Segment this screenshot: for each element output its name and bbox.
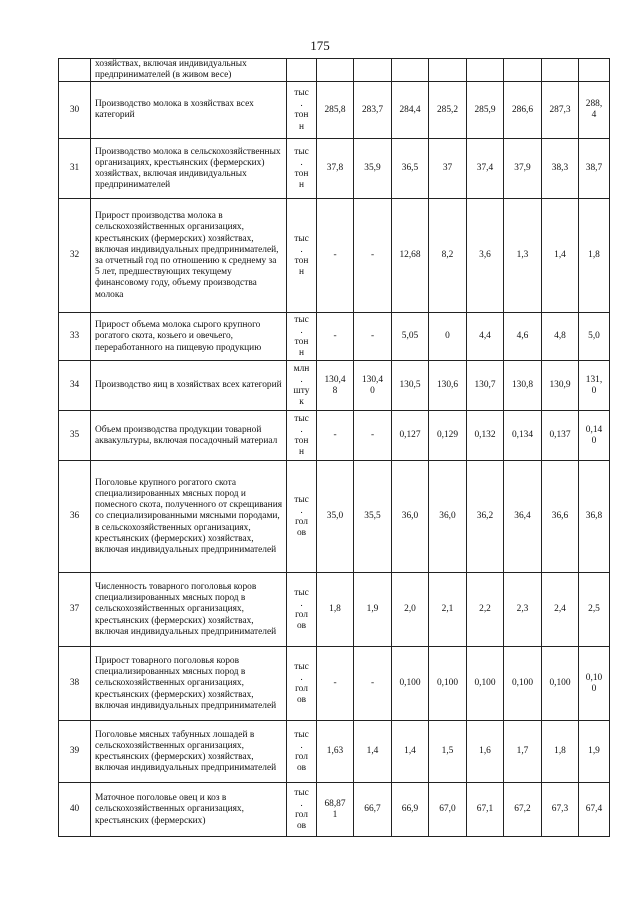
table-row xyxy=(59,82,610,139)
row-number-cell: 40 xyxy=(59,783,91,837)
value-cell: 285,2 xyxy=(429,82,467,139)
unit-cell: млн . шту к xyxy=(287,361,317,411)
value-cell: 36,5 xyxy=(392,139,429,199)
value-cell: 2,1 xyxy=(429,573,467,647)
value-cell: 2,5 xyxy=(579,573,610,647)
value-cell: 0,132 xyxy=(467,411,504,461)
table-row xyxy=(59,647,610,721)
value-cell: 1,9 xyxy=(579,721,610,783)
indicator-name-cell: хозяйствах, включая индивидуальных предпринимателей (в живом весе) xyxy=(91,59,287,82)
value-cell: 130,9 xyxy=(542,361,579,411)
value-cell: 0,14 0 xyxy=(579,411,610,461)
value-cell: 37,4 xyxy=(467,139,504,199)
indicator-name-cell: Маточное поголовье овец и коз в сельскохозяйственных организациях, крестьянских (фермерских) xyxy=(91,783,287,837)
indicator-name-cell: Прирост производства молока в сельскохозяйственных организациях, крестьянских (фермерских) хозяйствах, включая индивидуальных предпринимателей, за отчетный год по отношению к среднему за 5 лет, предшествующих текущему финансовому году, объему производства молока xyxy=(91,199,287,313)
indicator-name-cell: Объем производства продукции товарной аквакультуры, включая посадочный материал xyxy=(91,411,287,461)
indicators-table xyxy=(58,58,610,837)
value-cell: - xyxy=(354,411,392,461)
table-row xyxy=(59,783,610,837)
value-cell: 3,6 xyxy=(467,199,504,313)
value-cell: 131, 0 xyxy=(579,361,610,411)
table-row xyxy=(59,139,610,199)
value-cell: 2,0 xyxy=(392,573,429,647)
indicator-name-cell: Производство молока в сельскохозяйственных организациях, крестьянских (фермерских) хозяйствах, включая индивидуальных предпринимателей xyxy=(91,139,287,199)
value-cell: 67,3 xyxy=(542,783,579,837)
value-cell: 1,3 xyxy=(504,199,542,313)
value-cell: - xyxy=(354,313,392,361)
indicator-name-cell: Прирост товарного поголовья коров специализированных мясных пород в сельскохозяйственных организациях, крестьянских (фермерских) хозяйствах, включая индивидуальных предпринимателей xyxy=(91,647,287,721)
value-cell: 36,8 xyxy=(579,461,610,573)
unit-cell xyxy=(287,59,317,82)
value-cell: 12,68 xyxy=(392,199,429,313)
value-cell: 1,8 xyxy=(317,573,354,647)
value-cell xyxy=(542,59,579,82)
value-cell: 288, 4 xyxy=(579,82,610,139)
value-cell: - xyxy=(317,313,354,361)
row-number-cell: 37 xyxy=(59,573,91,647)
value-cell: 2,3 xyxy=(504,573,542,647)
value-cell: 283,7 xyxy=(354,82,392,139)
value-cell xyxy=(467,59,504,82)
value-cell: 1,63 xyxy=(317,721,354,783)
row-number-cell: 31 xyxy=(59,139,91,199)
value-cell xyxy=(392,59,429,82)
value-cell: 0,100 xyxy=(504,647,542,721)
value-cell: 36,2 xyxy=(467,461,504,573)
value-cell: 0,134 xyxy=(504,411,542,461)
row-number-cell: 36 xyxy=(59,461,91,573)
unit-cell: тыс . гол ов xyxy=(287,721,317,783)
value-cell: - xyxy=(317,199,354,313)
value-cell: 5,0 xyxy=(579,313,610,361)
value-cell: 0,100 xyxy=(542,647,579,721)
value-cell: 35,5 xyxy=(354,461,392,573)
value-cell: 130,4 8 xyxy=(317,361,354,411)
value-cell: 1,8 xyxy=(542,721,579,783)
indicator-name-cell: Прирост объема молока сырого крупного рогатого скота, козьего и овечьего, переработанного на пищевую продукцию xyxy=(91,313,287,361)
value-cell: 2,2 xyxy=(467,573,504,647)
value-cell: 37,8 xyxy=(317,139,354,199)
value-cell: 287,3 xyxy=(542,82,579,139)
indicator-name-cell: Поголовье крупного рогатого скота специализированных мясных пород и помесного скота, полученного от скрещивания со специализированными мясными породами, в сельскохозяйственных организациях, крестьянских (фермерских) хозяйствах, включая индивидуальных предпринимателей xyxy=(91,461,287,573)
unit-cell: тыс . гол ов xyxy=(287,783,317,837)
value-cell: 130,7 xyxy=(467,361,504,411)
value-cell: 8,2 xyxy=(429,199,467,313)
value-cell: 36,0 xyxy=(429,461,467,573)
value-cell: 1,4 xyxy=(392,721,429,783)
value-cell: 67,0 xyxy=(429,783,467,837)
value-cell: 67,4 xyxy=(579,783,610,837)
value-cell: 1,9 xyxy=(354,573,392,647)
value-cell: 37,9 xyxy=(504,139,542,199)
unit-cell: тыс . тон н xyxy=(287,199,317,313)
value-cell xyxy=(354,59,392,82)
value-cell: 4,4 xyxy=(467,313,504,361)
table-row xyxy=(59,461,610,573)
value-cell: 1,5 xyxy=(429,721,467,783)
row-number-cell xyxy=(59,59,91,82)
value-cell: 0,100 xyxy=(429,647,467,721)
value-cell: - xyxy=(317,411,354,461)
indicator-name-cell: Производство яиц в хозяйствах всех категорий xyxy=(91,361,287,411)
unit-cell: тыс . гол ов xyxy=(287,461,317,573)
value-cell: 1,7 xyxy=(504,721,542,783)
value-cell: 36,0 xyxy=(392,461,429,573)
value-cell: 130,6 xyxy=(429,361,467,411)
value-cell: 2,4 xyxy=(542,573,579,647)
value-cell: 1,4 xyxy=(354,721,392,783)
value-cell: 35,0 xyxy=(317,461,354,573)
value-cell: 67,1 xyxy=(467,783,504,837)
indicator-name-cell: Численность товарного поголовья коров специализированных мясных пород в сельскохозяйственных организациях, крестьянских (фермерских) хозяйствах, включая индивидуальных предпринимателей xyxy=(91,573,287,647)
row-number-cell: 30 xyxy=(59,82,91,139)
unit-cell: тыс . гол ов xyxy=(287,647,317,721)
value-cell: 0,100 xyxy=(392,647,429,721)
value-cell: 38,3 xyxy=(542,139,579,199)
value-cell: 285,8 xyxy=(317,82,354,139)
indicator-name-cell: Производство молока в хозяйствах всех категорий xyxy=(91,82,287,139)
value-cell: 0,127 xyxy=(392,411,429,461)
unit-cell: тыс . тон н xyxy=(287,411,317,461)
value-cell xyxy=(504,59,542,82)
row-number-cell: 35 xyxy=(59,411,91,461)
value-cell: 4,6 xyxy=(504,313,542,361)
value-cell: 38,7 xyxy=(579,139,610,199)
unit-cell: тыс . гол ов xyxy=(287,573,317,647)
value-cell: 1,4 xyxy=(542,199,579,313)
table-row xyxy=(59,59,610,82)
value-cell xyxy=(579,59,610,82)
unit-cell: тыс . тон н xyxy=(287,139,317,199)
row-number-cell: 38 xyxy=(59,647,91,721)
value-cell: 0,129 xyxy=(429,411,467,461)
table-row xyxy=(59,411,610,461)
value-cell: 35,9 xyxy=(354,139,392,199)
row-number-cell: 34 xyxy=(59,361,91,411)
value-cell: 0,10 0 xyxy=(579,647,610,721)
value-cell xyxy=(429,59,467,82)
value-cell: 130,5 xyxy=(392,361,429,411)
value-cell: - xyxy=(354,199,392,313)
page-number: 175 xyxy=(310,38,330,53)
table-row xyxy=(59,313,610,361)
value-cell: 0 xyxy=(429,313,467,361)
table-row xyxy=(59,199,610,313)
table-row xyxy=(59,721,610,783)
value-cell: 37 xyxy=(429,139,467,199)
value-cell: 130,4 0 xyxy=(354,361,392,411)
value-cell: 66,9 xyxy=(392,783,429,837)
value-cell: - xyxy=(317,647,354,721)
value-cell: 0,100 xyxy=(467,647,504,721)
row-number-cell: 33 xyxy=(59,313,91,361)
value-cell: 286,6 xyxy=(504,82,542,139)
value-cell: 1,8 xyxy=(579,199,610,313)
table-row xyxy=(59,573,610,647)
indicator-name-cell: Поголовье мясных табунных лошадей в сельскохозяйственных организациях, крестьянских (фермерских) хозяйствах, включая индивидуальных предпринимателей xyxy=(91,721,287,783)
value-cell: 66,7 xyxy=(354,783,392,837)
value-cell: 285,9 xyxy=(467,82,504,139)
unit-cell: тыс . тон н xyxy=(287,313,317,361)
value-cell: 1,6 xyxy=(467,721,504,783)
table-row xyxy=(59,361,610,411)
value-cell: 284,4 xyxy=(392,82,429,139)
value-cell: 36,4 xyxy=(504,461,542,573)
value-cell: 0,137 xyxy=(542,411,579,461)
value-cell: 130,8 xyxy=(504,361,542,411)
row-number-cell: 39 xyxy=(59,721,91,783)
value-cell xyxy=(317,59,354,82)
row-number-cell: 32 xyxy=(59,199,91,313)
value-cell: 4,8 xyxy=(542,313,579,361)
unit-cell: тыс . тон н xyxy=(287,82,317,139)
value-cell: 68,87 1 xyxy=(317,783,354,837)
value-cell: 36,6 xyxy=(542,461,579,573)
value-cell: - xyxy=(354,647,392,721)
value-cell: 5,05 xyxy=(392,313,429,361)
value-cell: 67,2 xyxy=(504,783,542,837)
